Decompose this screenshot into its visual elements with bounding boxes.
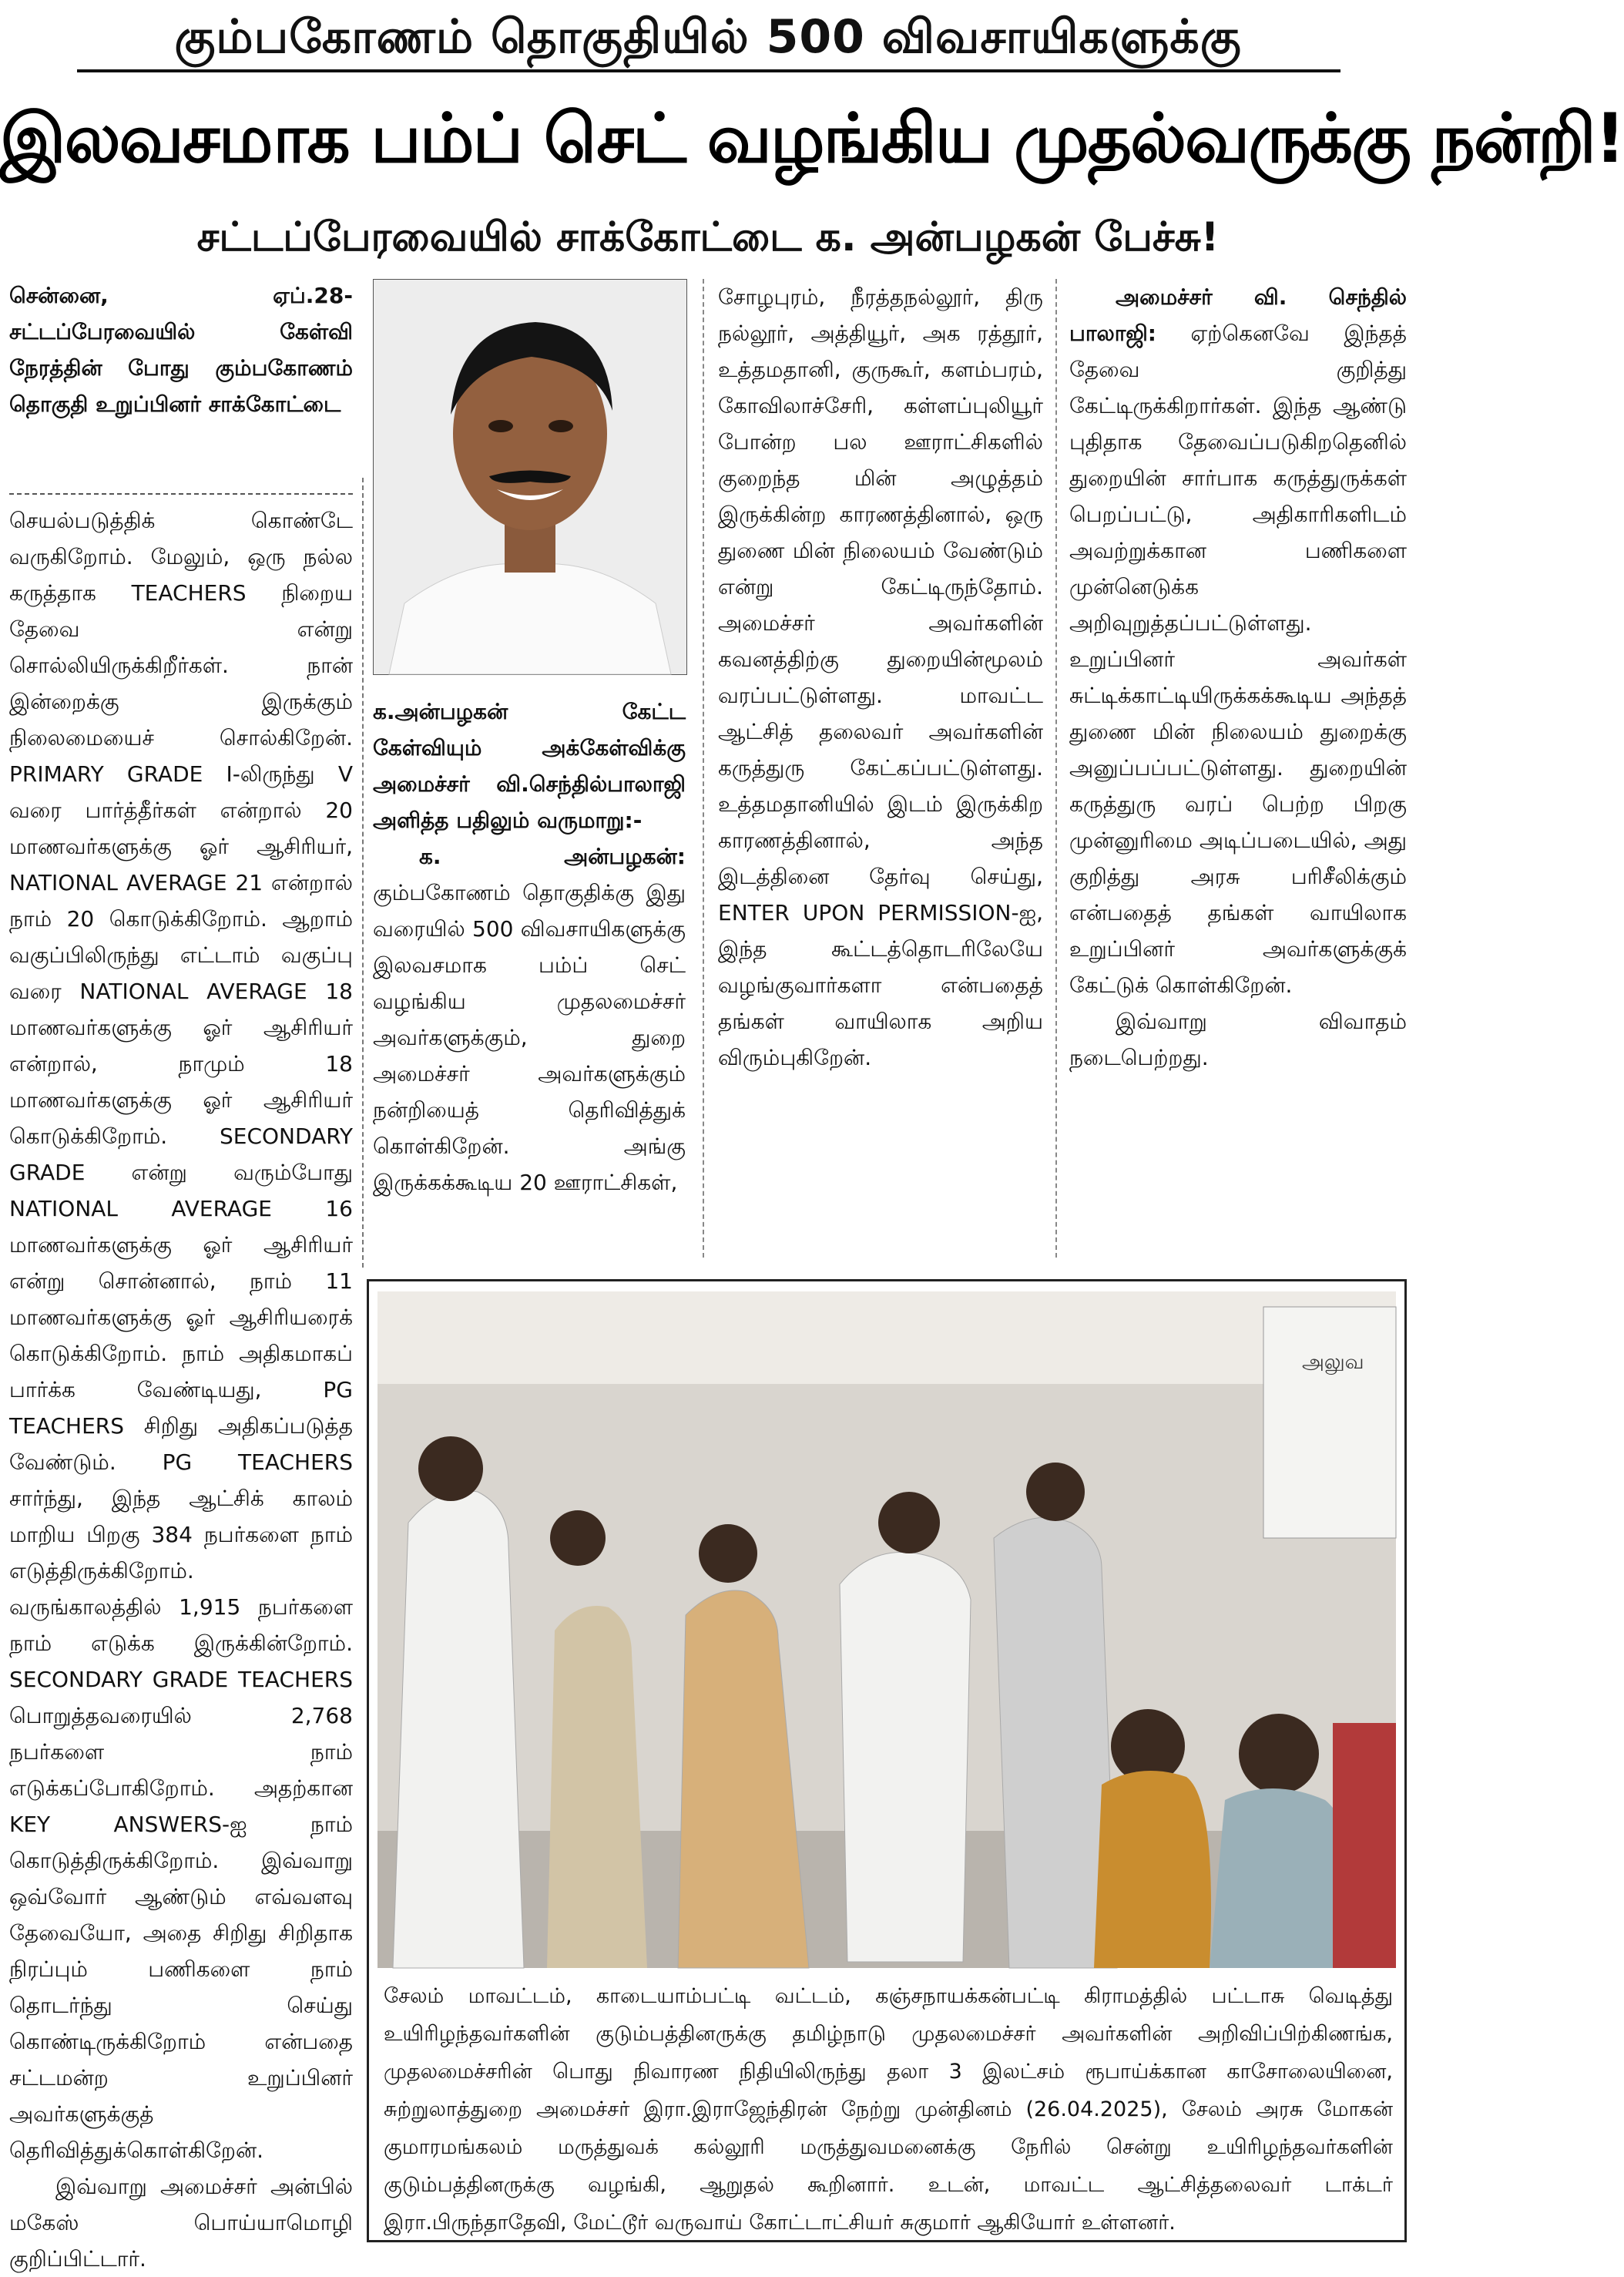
column3-body: சோழபுரம், நீரத்தநல்லூர், திரு நல்லூர், அத்தியூர், அக ரத்தூர், உத்தமதானி, குருகூர், களம்பரம், கோவிலாச்சேரி, கள்ளப்புலியூர் போன்ற பல ஊராட்சிகளில் குறைந்த மின் அழுத்தம் இருக்கின்ற காரணத்தினால், ஒரு துணை மின் நிலையம் வேண்டும் என்று கேட்டிருந்தோம். அமைச்சர் அவர்களின் கவனத்திற்கு துறையின்மூலம் வரப்பட்டுள்ளது. மாவட்ட ஆட்சித் தலைவர் அவர்களின் கருத்துரு கேட்கப்பட்டுள்ளது. உத்தமதானியில் இடம் இருக்கிற காரணத்தினால், அந்த இடத்தினை தேர்வு செய்து, ENTER UPON PERMISSION-ஐ, இந்த கூட்டத்தொடரிலேயே வழங்குவார்களா என்பதைத் தங்கள் வாயிலாக அறிய விரும்புகிறேன். — [718, 284, 1043, 1070]
column1-body: செயல்படுத்திக் கொண்டே வருகிறோம். மேலும், ஒரு நல்ல கருத்தாக TEACHERS நிறைய தேவை என்று சொல்லியிருக்கிறீர்கள். நான் இன்றைக்கு இருக்கும் நிலைமையைச் சொல்கிறேன். PRIMARY GRADE I-லிருந்து V வரை பார்த்தீர்கள் என்றால் 20 மாணவர்களுக்கு ஓர் ஆசிரியர், NATIONAL AVERAGE 21 என்றால் நாம் 20 கொடுக்கிறோம். ஆறாம் வகுப்பிலிருந்து எட்டாம் வகுப்பு வரை NATIONAL AVERAGE 18 மாணவர்களுக்கு ஓர் ஆசிரியர் என்றால், நாமும் 18 மாணவர்களுக்கு ஓர் ஆசிரியர் கொடுக்கிறோம். SECONDARY GRADE என்று வரும்போது NATIONAL AVERAGE 16 மாணவர்களுக்கு ஓர் ஆசிரியர் என்று சொன்னால், நாம் 11 மாணவர்களுக்கு ஓர் ஆசிரியரைக் கொடுக்கிறோம். நாம் அதிகமாகப் பார்க்க வேண்டியது, PG TEACHERS சிறிது அதிகப்படுத்த வேண்டும். PG TEACHERS சார்ந்து, இந்த ஆட்சிக் காலம் மாறிய பிறகு 384 நபர்களை நாம் எடுத்திருக்கிறோம். வருங்காலத்தில் 1,915 நபர்களை நாம் எடுக்க இருக்கின்றோம். SECONDARY GRADE TEACHERS பொறுத்தவரையில் 2,768 நபர்களை நாம் எடுக்கப்போகிறோம். அதற்கான KEY ANSWERS-ஐ நாம் கொடுத்திருக்கிறோம். இவ்வாறு ஒவ்வோர் ஆண்டும் எவ்வளவு தேவையோ, அதை சிறிது சிறிதாக நிரப்பும் பணிகளை நாம் தொடர்ந்து செய்து கொண்டிருக்கிறோம் என்பதை சட்டமன்ற உறுப்பினர் அவர்களுக்குத் தெரிவித்துக்கொள்கிறேன். — [9, 508, 353, 2163]
wall-sign-text: அலுவ — [1302, 1351, 1364, 1374]
column1-closing: இவ்வாறு அமைச்சர் அன்பில் மகேஸ் பொய்யாமொழி குறிப்பிட்டார். — [9, 2174, 353, 2272]
column3 — [718, 279, 1043, 1076]
news-photo-caption: சேலம் மாவட்டம், காடையாம்பட்டி வட்டம், கஞ்சநாயக்கன்பட்டி கிராமத்தில் பட்டாசு வெடித்து உயிரிழந்தவர்களின் குடும்பத்தினருக்கு தமிழ்நாடு முதலமைச்சர் அவர்களின் அறிவிப்பிற்கிணங்க, முதலமைச்சரின் பொது நிவாரண நிதியிலிருந்து தலா 3 இலட்சம் ரூபாய்க்கான காசோலையினை, சுற்றுலாத்துறை அமைச்சர் இரா.இராஜேந்திரன் நேற்று முன்தினம் (26.04.2025), சேலம் அரசு மோகன் குமாரமங்கலம் மருத்துவக் கல்லூரி மருத்துவமனைக்கு நேரில் சென்று உயிரிழந்தவர்களின் குடும்பத்தினருக்கு வழங்கி, ஆறுதல் கூறினார். உடன், மாவட்ட ஆட்சித்தலைவர் டாக்டர் இரா.பிருந்தாதேவி, மேட்டூர் வருவாய் கோட்டாட்சியர் சுகுமார் ஆகியோர் உள்ளனர். — [384, 1984, 1393, 2235]
subheadline: சட்டப்பேரவையில் சாக்கோட்டை க. அன்பழகன் பேச்சு! — [196, 214, 1220, 260]
column1-continuation — [9, 493, 353, 2272]
column2-body: கும்பகோணம் தொகுதிக்கு இது வரையில் 500 விவசாயிகளுக்கு இலவசமாக பம்ப் செட் வழங்கிய முதலமைச்சர் அவர்களுக்கும், துறை அமைச்சர் அவர்களுக்கும் நன்றியைத் தெரிவித்துக் கொள்கிறேன். அங்கு இருக்கக்கூடிய 20 ஊராட்சிகள், — [373, 880, 686, 1195]
column4-body: ஏற்கெனவே இந்தத் தேவை குறித்து கேட்டிருக்கிறார்கள். இந்த ஆண்டு புதிதாக தேவைப்படுகிறதெனில் துறையின் சார்பாக கருத்துருக்கள் பெறப்பட்டு, அதிகாரிகளிடம் அவற்றுக்கான பணிகளை முன்னெடுக்க அறிவுறுத்தப்பட்டுள்ளது. உறுப்பினர் அவர்கள் சுட்டிக்காட்டியிருக்கக்கூடிய அந்தத் துணை மின் நிலையம் துறைக்கு அனுப்பப்பட்டுள்ளது. துறையின் கருத்துரு வரப் பெற்ற பிறகு முன்னுரிமை அடிப்படையில், அது குறித்து அரசு பரிசீலிக்கும் என்பதைத் தங்கள் வாயிலாக உறுப்பினர் அவர்களுக்குக் கேட்டுக் கொள்கிறேன். — [1069, 321, 1407, 998]
column-divider — [703, 279, 706, 1258]
portrait-photo — [373, 279, 687, 675]
news-photo — [377, 1291, 1396, 1968]
hospital-visit-illustration — [377, 1291, 1396, 1968]
column1-intro — [9, 277, 353, 422]
portrait-illustration — [374, 280, 686, 674]
headline-underline — [77, 69, 1340, 72]
intro-text: சென்னை, ஏப்.28- சட்டப்பேரவையில் கேள்வி நேரத்தின் போது கும்பகோணம் தொகுதி உறுப்பினர் சாக்கோட்டை — [9, 283, 353, 417]
speaker-minister: அமைச்சர் வி. செந்தில் பாலாஜி: — [1069, 284, 1407, 346]
photo-caption: க.அன்பழகன் கேட்ட கேள்வியும் அக்கேள்விக்கு அமைச்சர் வி.செந்தில்பாலாஜி அளித்த பதிலும் வருமாறு:- — [373, 699, 686, 833]
column-divider — [362, 478, 365, 1268]
column4-closing: இவ்வாறு விவாதம் நடைபெற்றது. — [1069, 1009, 1407, 1070]
column4 — [1069, 279, 1407, 1076]
headline-line2: இலவசமாக பம்ப் செட் வழங்கிய முதல்வருக்கு நன்றி! — [0, 99, 1624, 178]
headline-line1: கும்பகோணம் தொகுதியில் 500 விவசாயிகளுக்கு — [174, 10, 1242, 64]
column2 — [373, 694, 686, 1201]
speaker-anbalagan: க. அன்பழகன்: — [419, 844, 686, 869]
column-divider — [1055, 279, 1059, 1258]
